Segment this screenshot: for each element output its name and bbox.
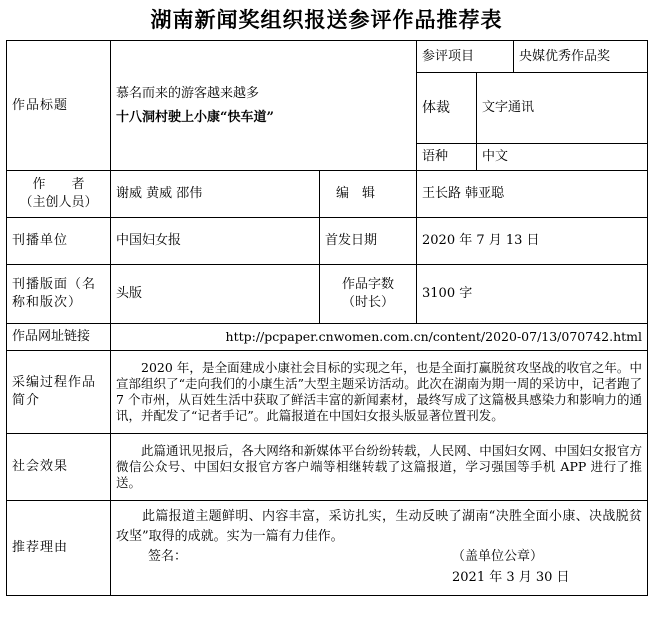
publisher-label: 刊播单位 — [7, 218, 111, 265]
work-title-label: 作品标题 — [7, 41, 111, 171]
url-label: 作品网址链接 — [7, 324, 111, 351]
effect-label: 社会效果 — [7, 434, 111, 501]
editor-value: 王长路 韩亚聪 — [417, 171, 648, 218]
process-text: 2020 年，是全面建成小康社会目标的实现之年，也是全面打赢脱贫攻坚战的收官之年。中宣部组织了“走向我们的小康生活”大型主题采访活动。此次在湖南为期一周的采访中，记者跑了 7 个市州，从百姓生活中获取了鲜活丰富的新闻素材，最终写成了这篇极具感染力和影响力的通讯，并配发了“记者手记”。此篇报道在中国妇女报头版显著位置刊发。 — [111, 351, 648, 434]
author-label: 作 者 — [32, 177, 85, 192]
form-title: 湖南新闻奖组织报送参评作品推荐表 — [150, 8, 503, 32]
publisher-value: 中国妇女报 — [111, 218, 320, 265]
recommendation-form-table — [6, 40, 648, 596]
first-date-value: 2020 年 7 月 13 日 — [417, 218, 648, 265]
language-label: 语种 — [417, 144, 477, 171]
genre-value: 文字通讯 — [477, 73, 648, 144]
url-link[interactable]: http://pcpaper.cnwomen.com.cn/content/2020-07/13/070742.html — [111, 324, 648, 351]
reason-cell — [111, 501, 648, 596]
page-value: 头版 — [111, 265, 320, 324]
process-label: 采编过程作品简介 — [7, 351, 111, 434]
genre-label: 体裁 — [417, 73, 477, 144]
work-title-line1: 慕名而来的游客越来越多 — [116, 85, 260, 101]
signature-block — [116, 547, 642, 589]
effect-text: 此篇通讯见报后，各大网络和新媒体平台纷纷转载，人民网、中国妇女网、中国妇女报官方微信公众号、中国妇女报官方客户端等相继转载了这篇报道，学习强国等手机 APP 进行了推送。 — [111, 434, 648, 501]
reason-label: 推荐理由 — [7, 501, 111, 596]
work-title-line2: 十八洞村驶上小康“快车道” — [116, 109, 274, 125]
editor-label: 编 辑 — [320, 171, 417, 218]
page-label: 刊播版面（名称和版次） — [7, 265, 111, 324]
author-label-cell — [7, 171, 111, 218]
category-value: 央媒优秀作品奖 — [514, 41, 648, 73]
word-count-label-cell — [320, 265, 417, 324]
stamp-note: （盖单位公章） — [452, 549, 544, 564]
language-value: 中文 — [477, 144, 648, 171]
category-label: 参评项目 — [417, 41, 514, 73]
reason-text: 此篇报道主题鲜明、内容丰富，采访扎实，生动反映了湖南“决胜全面小康、决战脱贫攻坚”取得的成就。实为一篇有力佳作。 — [116, 509, 643, 544]
author-sublabel: （主创人员） — [19, 195, 98, 210]
sign-date: 2021 年 3 月 30 日 — [452, 570, 570, 585]
signature-label: 签名： — [148, 549, 188, 564]
word-count-label: 作品字数 — [341, 277, 394, 292]
author-value: 谢威 黄威 邵伟 — [111, 171, 320, 218]
word-count-value: 3100 字 — [417, 265, 648, 324]
word-count-sublabel: （时长） — [341, 295, 394, 310]
first-date-label: 首发日期 — [320, 218, 417, 265]
work-title-cell — [111, 41, 417, 171]
